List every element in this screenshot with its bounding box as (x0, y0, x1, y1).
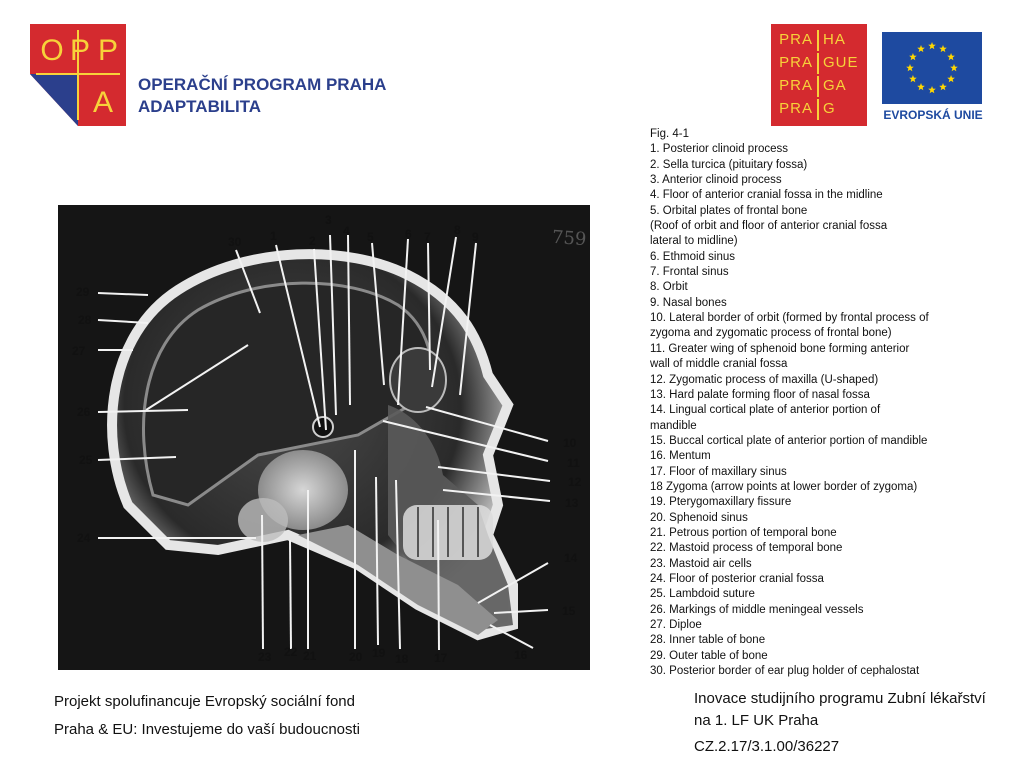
funding-line: Projekt spolufinancuje Evropský sociální fond (54, 693, 355, 710)
figure-label: 28 (78, 313, 92, 327)
funding-line: Praha & EU: Investujeme do vaší budoucnosti (54, 721, 361, 738)
oppa-logo (30, 24, 126, 126)
figure-label: 14 (564, 551, 578, 565)
legend-line: 6. Ethmoid sinus (650, 250, 736, 263)
figure-label: 25 (79, 453, 93, 467)
oppa-line-2: ADAPTABILITA (138, 97, 262, 116)
praha-cell: PRA (777, 30, 819, 51)
oppa-letter: P (69, 34, 91, 67)
figure-label: 18 (395, 652, 409, 666)
legend-line: 24. Floor of posterior cranial fossa (650, 572, 824, 585)
figure-label: 12 (568, 475, 582, 489)
legend-line: 16. Mentum (650, 450, 711, 463)
project-line: Inovace studijního programu Zubní lékařství (694, 690, 986, 707)
legend-line: 28. Inner table of bone (650, 634, 766, 647)
skull-radiograph (58, 205, 590, 670)
oppa-line-1: OPERAČNÍ PROGRAM PRAHA (138, 75, 387, 94)
figure-label: 1 (270, 229, 277, 243)
praha-cell: PRA (777, 53, 819, 74)
legend-line: wall of middle cranial fossa (650, 358, 788, 371)
eu-label: EVROPSKÁ UNIE (883, 108, 983, 122)
project-line: CZ.2.17/3.1.00/36227 (694, 738, 840, 755)
figure-label: 22 (284, 645, 298, 659)
praha-cell: HA (823, 31, 846, 48)
legend-line: 21. Petrous portion of temporal bone (650, 526, 837, 539)
oppa-program-name (138, 74, 386, 118)
figure-legend (650, 127, 980, 679)
legend-line: (Roof of orbit and floor of anterior cranial fossa (650, 220, 888, 233)
figure-label: 8 (454, 223, 461, 237)
figure-label: 3 (325, 213, 332, 227)
praha-cell: PRA (777, 76, 819, 97)
praha-logo (771, 24, 867, 126)
oppa-letter: O (40, 34, 64, 67)
figure-label: 6 (405, 227, 412, 241)
legend-list (650, 142, 980, 679)
legend-line: 7. Frontal sinus (650, 266, 729, 279)
handwritten-note: 759 (551, 226, 588, 251)
project-line: na 1. LF UK Praha (694, 712, 819, 729)
figure-label: 30 (228, 235, 242, 249)
figure-label: 11 (567, 456, 580, 470)
figure-label: 10 (563, 436, 577, 450)
eu-flag-icon (882, 32, 982, 104)
figure-label: 16 (514, 648, 528, 662)
legend-line: 12. Zygomatic process of maxilla (U-shaped) (650, 373, 879, 386)
legend-line: 15. Buccal cortical plate of anterior portion of mandible (650, 434, 928, 447)
project-info (694, 688, 986, 758)
figure-label: 27 (72, 344, 86, 358)
legend-line: zygoma and zygomatic process of frontal bone) (650, 327, 892, 340)
oppa-letter: A (92, 86, 114, 119)
legend-line: 2. Sella turcica (pituitary fossa) (650, 158, 808, 171)
figure-label: 9 (472, 230, 479, 244)
praha-cell: G (823, 100, 836, 117)
legend-line: 8. Orbit (650, 281, 688, 294)
oppa-letter: P (97, 34, 119, 67)
figure-label: 7 (424, 230, 431, 244)
legend-line: 4. Floor of anterior cranial fossa in the midline (650, 189, 883, 202)
legend-line: 14. Lingual cortical plate of anterior portion of (650, 404, 881, 417)
legend-line: 9. Nasal bones (650, 296, 727, 309)
legend-line: 29. Outer table of bone (650, 649, 768, 662)
figure-label: 5 (367, 230, 374, 244)
legend-line: 18 Zygoma (arrow points at lower border of zygoma) (650, 480, 918, 493)
praha-cell: PRA (777, 99, 819, 120)
legend-line: 23. Mastoid air cells (650, 557, 752, 570)
legend-line: 5. Orbital plates of frontal bone (650, 204, 808, 217)
legend-line: mandible (650, 419, 697, 432)
figure-label: 17 (434, 651, 448, 665)
figure-label: 26 (77, 405, 91, 419)
legend-line: 1. Posterior clinoid process (650, 143, 789, 156)
legend-line: 25. Lambdoid suture (650, 588, 755, 601)
legend-line: 30. Posterior border of ear plug holder of cephalostat (650, 665, 920, 678)
legend-line: 13. Hard palate forming floor of nasal fossa (650, 388, 870, 401)
legend-line: 27. Diploe (650, 619, 702, 631)
legend-line: 11. Greater wing of sphenoid bone forming anterior (650, 342, 910, 355)
legend-line: 17. Floor of maxillary sinus (650, 465, 787, 478)
figure-label: 4 (343, 224, 350, 238)
figure-label: 15 (562, 604, 576, 618)
figure-label: 19 (372, 646, 386, 660)
legend-line: 10. Lateral border of orbit (formed by frontal process of (650, 312, 929, 325)
legend-line: 22. Mastoid process of temporal bone (650, 542, 843, 555)
praha-cell: GUE (823, 54, 859, 71)
figure-label: 29 (76, 285, 90, 299)
legend-line: lateral to midline) (650, 235, 738, 248)
figure-label: 21 (303, 649, 317, 663)
figure-label: 23 (258, 650, 272, 664)
figure-label: 13 (565, 496, 579, 510)
legend-line: 20. Sphenoid sinus (650, 511, 748, 524)
funding-note (54, 688, 360, 744)
legend-line: 26. Markings of middle meningeal vessels (650, 603, 864, 616)
praha-cell: GA (823, 77, 847, 94)
legend-line: 19. Pterygomaxillary fissure (650, 496, 792, 509)
figure-label: 2 (309, 234, 316, 248)
figure-label: 24 (77, 531, 91, 545)
legend-title: Fig. 4-1 (650, 128, 689, 140)
legend-line: 3. Anterior clinoid process (650, 174, 782, 187)
figure-label: 20 (349, 650, 363, 664)
